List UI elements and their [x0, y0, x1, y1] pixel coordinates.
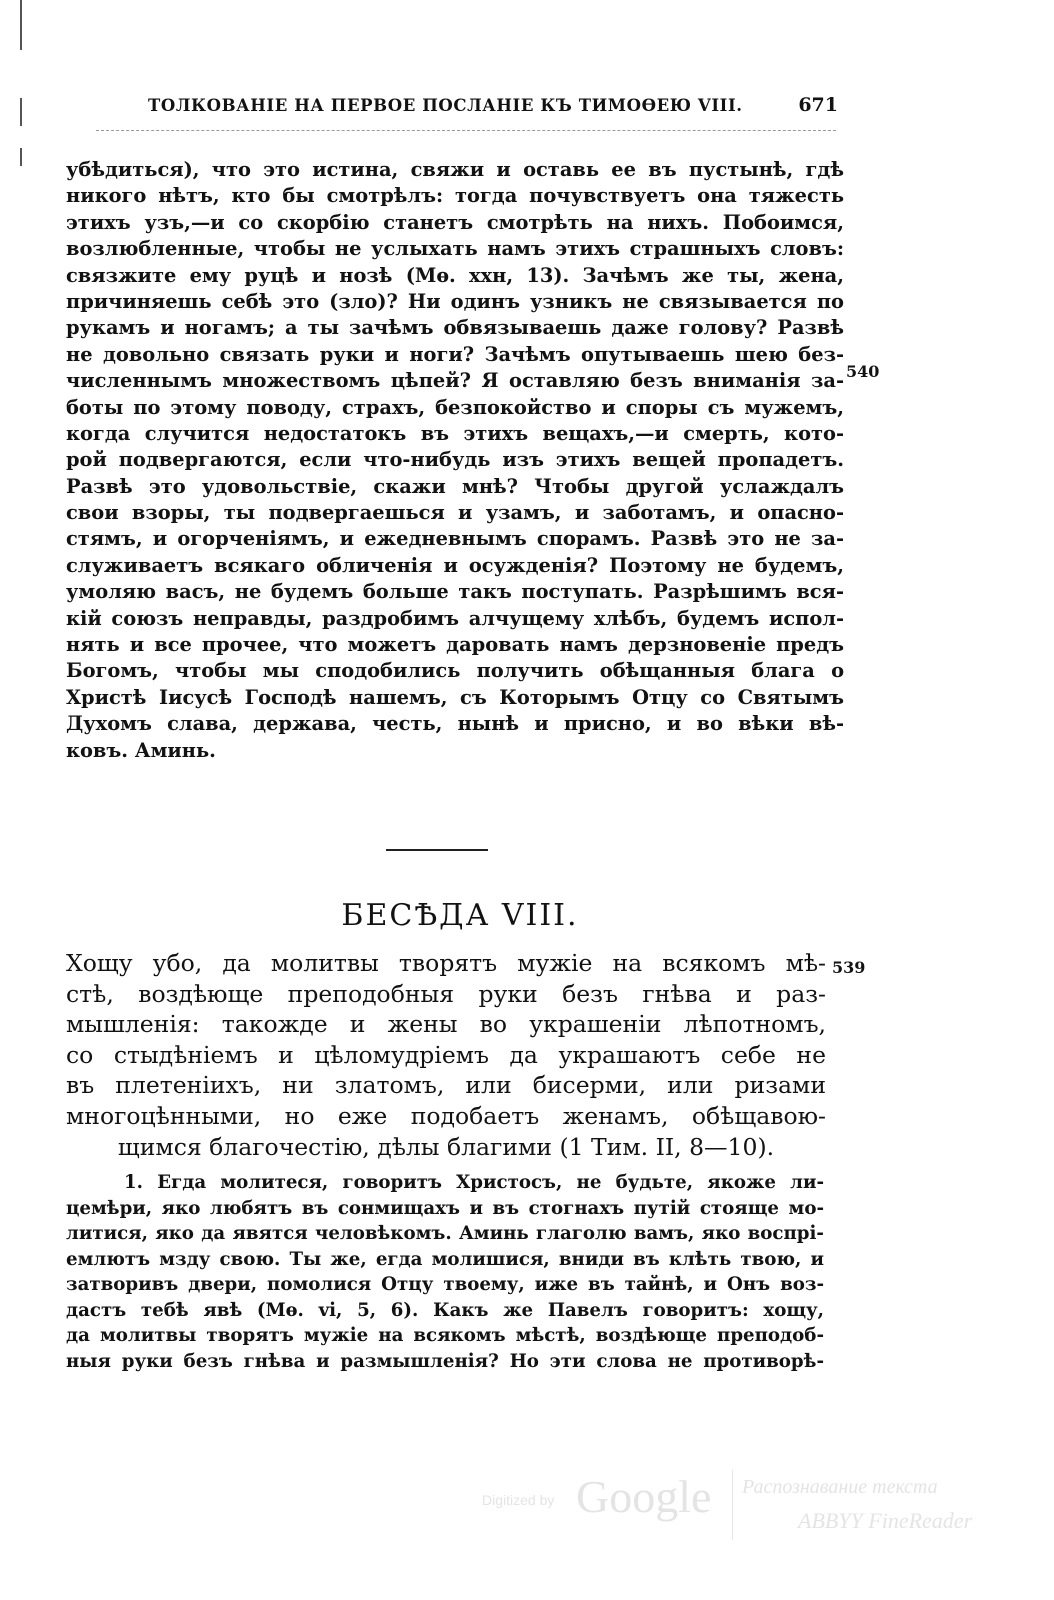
commentary-paragraph — [66, 1170, 824, 1374]
commentary-line: ныя руки безъ гнѣва и размышленія? Но эти слова не противорѣ- — [66, 1350, 824, 1372]
scan-edge-mark — [20, 98, 22, 126]
scan-edge-mark — [20, 0, 22, 50]
homily-heading: БЕСѢДА VIII. — [341, 898, 579, 933]
margin-page-ref: 539 — [832, 958, 866, 977]
body-line: служиваетъ всякаго обличенія и осужденія? Поэтому не будемъ, — [66, 553, 844, 577]
epigraph-line: щимся благочестію, дѣлы благими (1 Тим. II, 8—10). — [117, 1132, 775, 1161]
epigraph-line: Хощу убо, да молитвы творятъ мужіе на всякомъ мѣ- — [66, 949, 826, 977]
commentary-line: емлютъ мзду свою. Ты же, егда молишися, вниди въ клѣть твою, и — [66, 1248, 824, 1270]
epigraph-line: мышленія: такожде и жены во украшеніи лѣпотномъ, — [66, 1010, 826, 1039]
body-line: когда случится недостатокъ въ этихъ вещахъ,—и смерть, кото- — [66, 421, 844, 445]
digitization-watermark — [480, 1470, 1000, 1540]
body-line: ковъ. Аминь. — [66, 738, 216, 762]
epigraph-line: стѣ, воздѣюще преподобныя руки безъ гнѣва и раз- — [66, 979, 826, 1008]
ocr-credit-line: ABBYY FineReader — [798, 1508, 973, 1533]
commentary-line: затворивъ двери, помолися Отцу твоему, иже въ тайнѣ, и Онъ воз- — [66, 1274, 824, 1295]
watermark-divider — [732, 1470, 733, 1540]
commentary-line: дастъ тебѣ явѣ (Мѳ. vi, 5, 6). Какъ же Павелъ говоритъ: хощу, — [66, 1299, 824, 1321]
margin-page-ref: 540 — [846, 362, 880, 381]
body-line: свои взоры, ты подвергаешься и узамъ, и заботамъ, и опасно- — [66, 501, 844, 525]
body-line: кій союзъ неправды, раздробимъ алчущему хлѣбъ, будемъ испол- — [66, 606, 844, 630]
body-line: нять и все прочее, что можетъ даровать намъ дерзновеніе предъ — [66, 633, 844, 657]
body-paragraph — [66, 157, 844, 764]
body-line: этихъ узъ,—и со скорбію станетъ смотрѣть на нихъ. Побоимся, — [66, 210, 844, 234]
google-logo: Google — [576, 1471, 712, 1522]
body-line: Развѣ это удовольствіе, скажи мнѣ? Чтобы другой услаждалъ — [66, 474, 844, 498]
commentary-line: да молитвы творятъ мужіе на всякомъ мѣстѣ, воздѣюще преподоб- — [66, 1325, 824, 1346]
digitized-by-text: Digitized by — [482, 1492, 555, 1508]
body-line: связжите ему руцѣ и нозѣ (Мѳ. ххн, 13). Зачѣмъ же ты, жена, — [66, 263, 844, 287]
commentary-line: цемѣри, яко любятъ въ сонмищахъ и въ стогнахъ путій стояще мо- — [66, 1197, 824, 1219]
body-line: численнымъ множествомъ цѣпей? Я оставляю безъ вниманія за- — [66, 369, 844, 393]
body-line: возлюбленные, чтобы не услыхать намъ этихъ страшныхъ словъ: — [66, 237, 844, 261]
epigraph-line: въ плетеніихъ, ни златомъ, или бисерми, или ризами — [66, 1071, 826, 1100]
epigraph-line: со стыдѣніемъ и цѣломудріемъ да украшаютъ себе не — [66, 1040, 826, 1069]
running-head — [148, 96, 838, 120]
body-line: рукамъ и ногамъ; а ты зачѣмъ обвязываешь даже голову? Развѣ — [66, 316, 844, 340]
commentary-line: 1. Егда молитеся, говоритъ Христосъ, не будьте, якоже ли- — [124, 1172, 824, 1193]
scan-edge-mark — [20, 148, 22, 166]
commentary-line: литися, яко да явятся человѣкомъ. Аминь глаголю вамъ, яко воспрі- — [66, 1223, 824, 1244]
epigraph-line: многоцѣнными, но еже подобаетъ женамъ, обѣщавою- — [66, 1101, 826, 1130]
body-line: стямъ, и огорченіямъ, и ежедневнымъ спорамъ. Развѣ это не за- — [66, 527, 844, 551]
epigraph-scripture — [66, 948, 826, 1162]
section-separator — [386, 849, 488, 851]
page-number: 671 — [798, 94, 838, 116]
body-line: боты по этому поводу, страхъ, безпокойство и споры съ мужемъ, — [66, 395, 844, 419]
body-line: убѣдиться), что это истина, свяжи и оставь ее въ пустынѣ, гдѣ — [66, 158, 844, 181]
running-head-title: ТОЛКОВАНІЕ НА ПЕРВОЕ ПОСЛАНІЕ КЪ ТИМОѲЕЮ VIII. — [148, 96, 743, 115]
ocr-credit-line: Распознавание текста — [742, 1476, 938, 1498]
body-line: Христѣ Іисусѣ Господѣ нашемъ, съ Которымъ Отцу со Святымъ — [66, 685, 844, 709]
header-rule — [96, 130, 836, 131]
body-line: рой подвергаются, если что-нибудь изъ этихъ вещей пропадетъ. — [66, 448, 844, 472]
body-line: Богомъ, чтобы мы сподобились получить обѣщанныя блага о — [66, 659, 844, 683]
body-line: Духомъ слава, держава, честь, нынѣ и присно, и во вѣки вѣ- — [66, 712, 844, 736]
body-line: умоляю васъ, не будемъ больше такъ поступать. Разрѣшимъ вся- — [66, 580, 844, 604]
body-line: причиняешь себѣ это (зло)? Ни одинъ узникъ не связывается по — [66, 289, 844, 313]
body-line: никого нѣтъ, кто бы смотрѣлъ: тогда почувствуетъ она тяжесть — [66, 184, 844, 208]
body-line: не довольно связать руки и ноги? Зачѣмъ опутываешь шею без- — [66, 342, 844, 366]
